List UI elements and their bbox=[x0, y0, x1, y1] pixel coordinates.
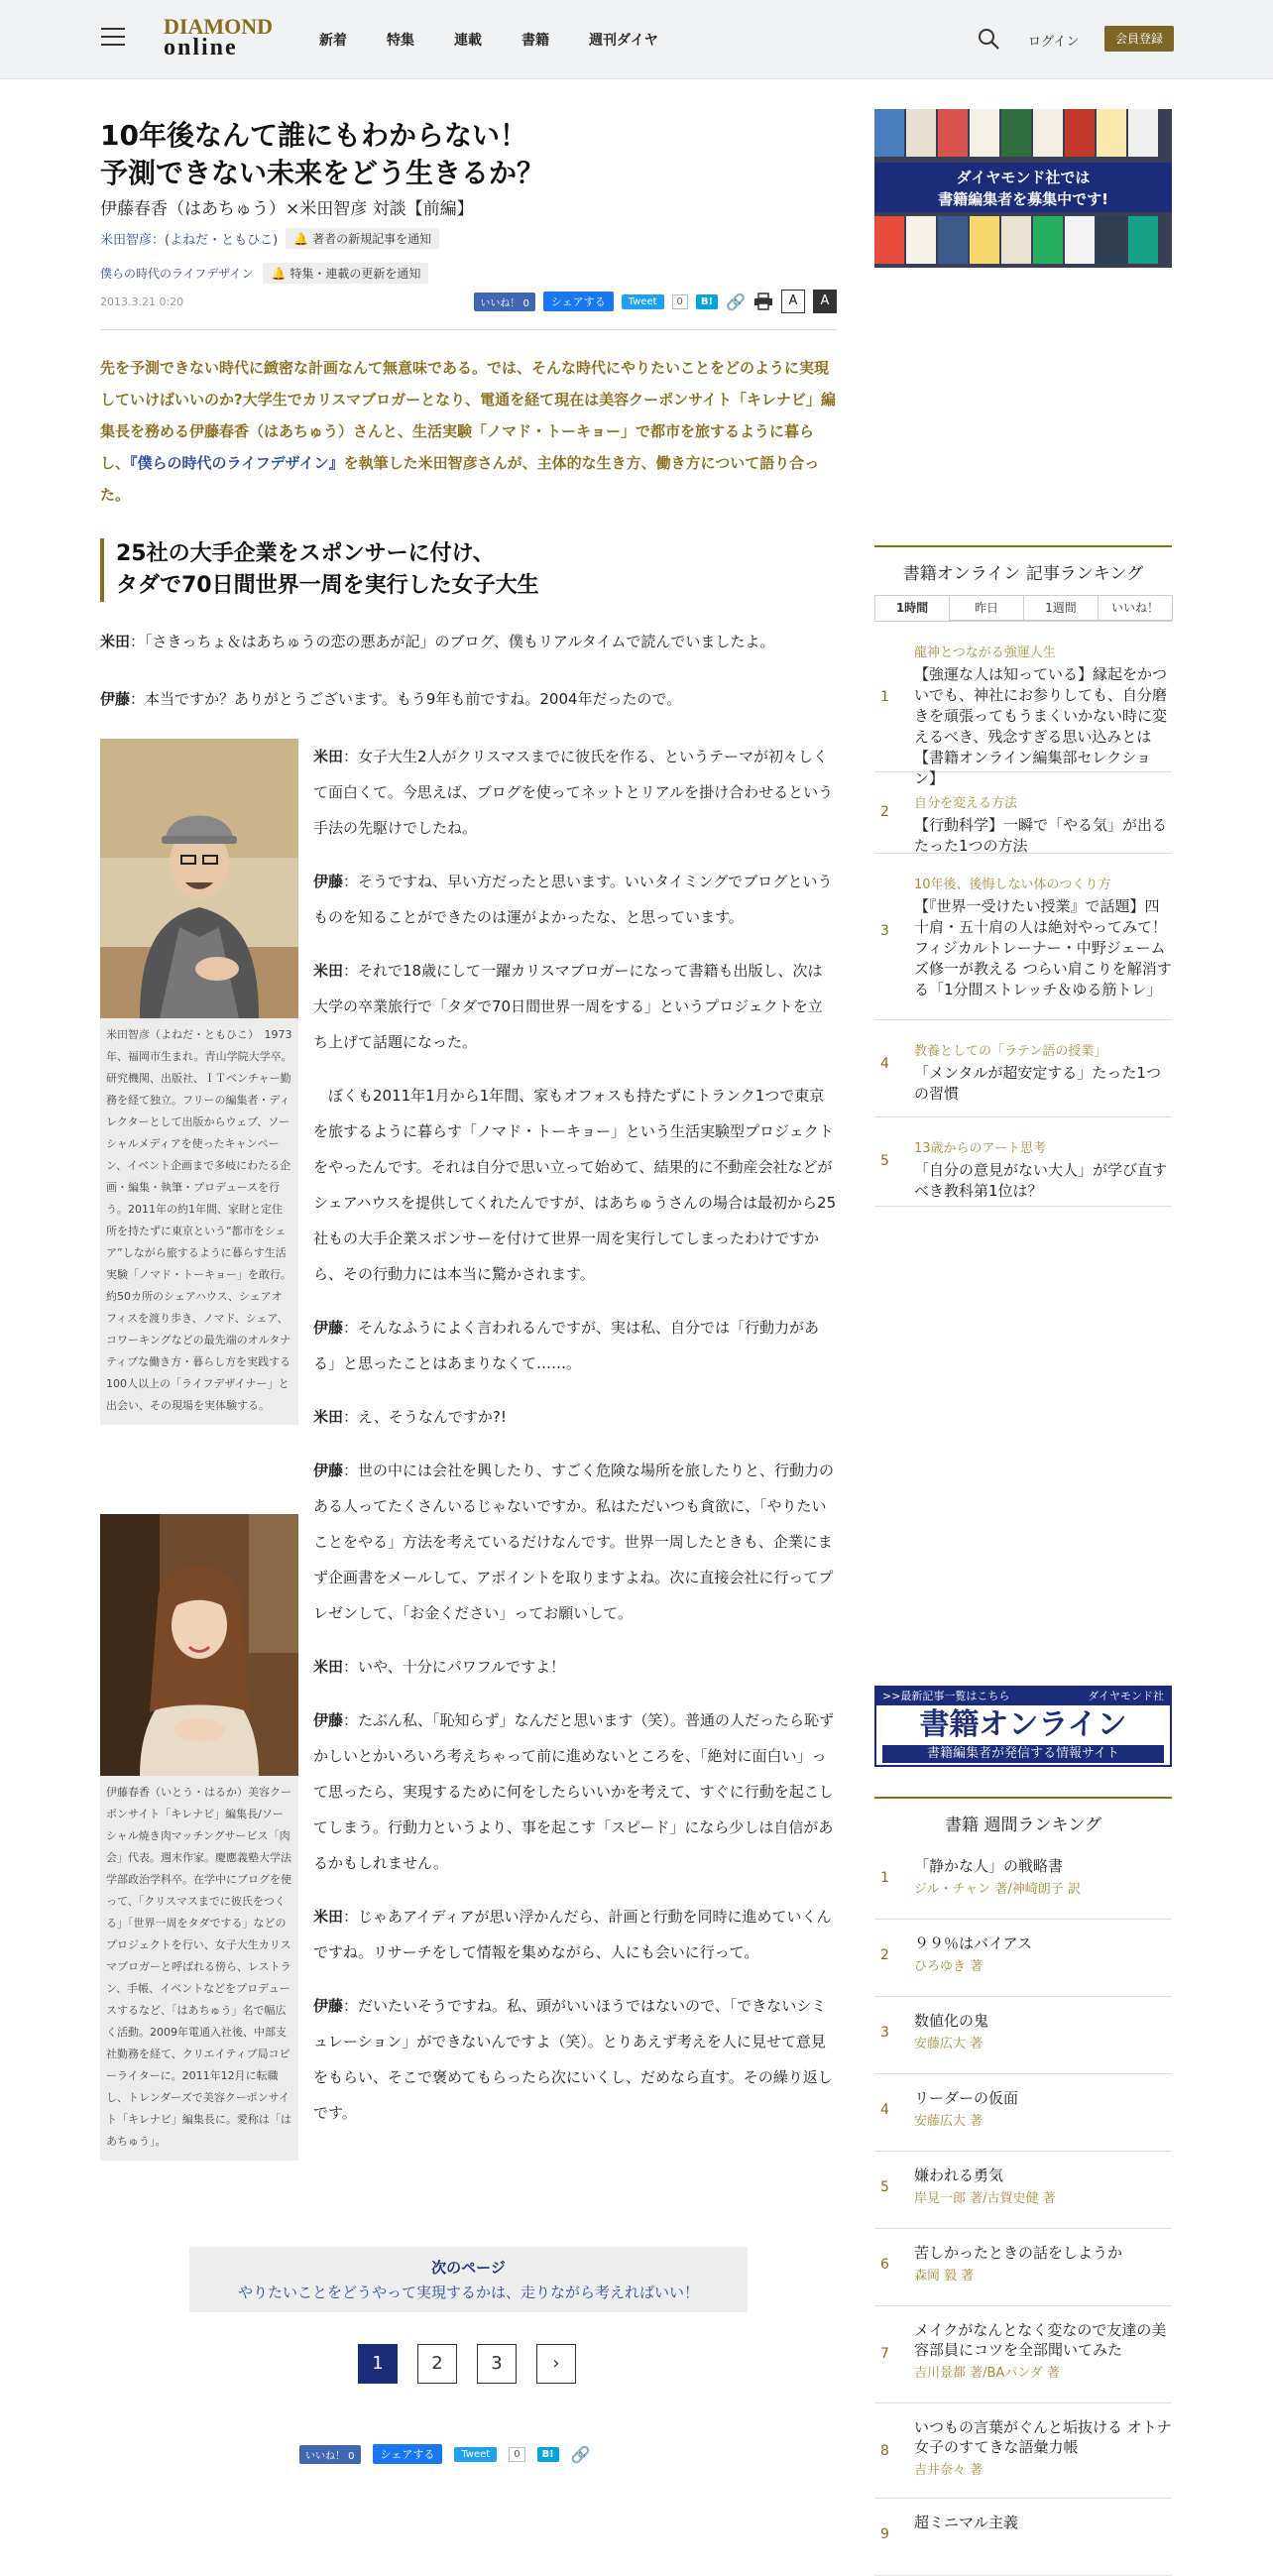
weekly-item[interactable]: 5 嫌われる勇気 岸見一郎 著/古賀史健 著 bbox=[874, 2152, 1172, 2229]
bell-icon: 🔔 bbox=[271, 266, 287, 281]
link-icon[interactable]: 🔗 bbox=[726, 292, 746, 311]
page-2[interactable]: 2 bbox=[417, 2344, 457, 2384]
dialogue-paragraph: 米田：それで18歳にして一躍カリスマブロガーになって書籍も出版し、次は大学の卒業旅行で「タダで70日間世界一周をする」というプロジェクトを立ち上げて話題になった。 bbox=[313, 962, 823, 1051]
facebook-like-button[interactable]: いいね！ 0 bbox=[474, 293, 535, 311]
tab-1hour[interactable]: 1時間 bbox=[874, 595, 950, 621]
dialogue-paragraph: 伊藤：世の中には会社を興したり、すごく危険な場所を旅したりと、行動力のある人ってたくさんいるじゃないですか。私はただいつも貪欲に、「やりたいことをやる」方法を考えているだけなんです。世界一周したときも、企業にまず企画書をメールして、アポイントを取りますよね。次に直接会社に行ってプレゼンして、「お金ください」ってお願いして。 bbox=[313, 1462, 835, 1622]
article-lead: 先を予測できない時代に緻密な計画なんて無意味である。では、そんな時代にやりたいことをどのように実現していけばいいのか?大学生でカリスマブロガーとなり、電通を経て現在は美容クーポンサイト「キレナビ」編集長を務める伊藤春香（はあちゅう）さんと、生活実験「ノマド・トーキョー」で都市を旅するように暮らし、『僕らの時代のライフデザイン』を執筆した米田智彦さんが、主体的な生き方、働き方について語り合った。 bbox=[100, 329, 837, 511]
social-buttons bbox=[474, 290, 837, 313]
nav-item-books[interactable]: 書籍 bbox=[521, 33, 549, 49]
book-cover bbox=[1001, 216, 1031, 264]
weekly-ranking-title: 書籍 週間ランキング bbox=[874, 1797, 1172, 1835]
tweet-button[interactable]: Tweet bbox=[622, 294, 664, 309]
ranking-item[interactable]: 1 龍神とつながる強運人生 【強運な人は知っている】縁起をかついでも、神社にお参りしても、自分磨きを頑張ってもうまくいかない時に変えるべき、残念すぎる思い込みとは【書籍オンライン編集部セレクション】 bbox=[874, 622, 1172, 772]
page-3[interactable]: 3 bbox=[477, 2344, 517, 2384]
weekly-item[interactable]: 7 メイクがなんとなく変なので友達の美容部員にコツを全部聞いてみた 吉川景都 著/BAパンダ 著 bbox=[874, 2306, 1172, 2403]
nav-item-series[interactable]: 連載 bbox=[454, 33, 482, 49]
book-cover bbox=[938, 109, 968, 157]
nav-item-weekly-diamond[interactable]: 週刊ダイヤ bbox=[589, 33, 658, 49]
facebook-like-button[interactable]: いいね！ 0 bbox=[299, 2445, 361, 2464]
article-title: 10年後なんて誰にもわからない！ 予測できない未来をどう生きるか？ bbox=[100, 119, 545, 189]
book-cover bbox=[1097, 109, 1126, 157]
dialogue-paragraph: 伊藤：そんなふうによく言われるんですが、実は私、自分では「行動力がある」と思ったことはあまりなくて……。 bbox=[313, 1319, 820, 1372]
book-cover bbox=[1097, 216, 1126, 264]
print-icon[interactable] bbox=[753, 293, 773, 310]
tweet-count: 0 bbox=[509, 2447, 524, 2462]
menu-icon[interactable] bbox=[101, 28, 125, 48]
tab-yesterday[interactable]: 昨日 bbox=[949, 595, 1024, 621]
book-online-banner[interactable]: >>最新記事一覧はこちら ダイヤモンド社 書籍オンライン 書籍編集者が発信する情報サイト bbox=[874, 1686, 1172, 1767]
book-cover bbox=[1033, 216, 1063, 264]
ranking-item[interactable]: 5 13歳からのアート思考 「自分の意見がない大人」が学び直すべき教科第1位は？ bbox=[874, 1117, 1172, 1207]
series-link[interactable]: 僕らの時代のライフデザイン bbox=[100, 267, 254, 281]
book-cover bbox=[1065, 216, 1095, 264]
weekly-item[interactable]: 8 いつもの言葉がぐんと垢抜ける オトナ女子のすてきな語彙力帳 吉井奈々 著 bbox=[874, 2403, 1172, 2499]
page-1[interactable]: 1 bbox=[358, 2344, 398, 2384]
tweet-count: 0 bbox=[672, 294, 688, 309]
weekly-item[interactable]: 1 「静かな人」の戦略書 ジル・チャン 著/神崎朗子 訳 bbox=[874, 1842, 1172, 1920]
recruit-banner[interactable] bbox=[874, 109, 1172, 268]
book-cover bbox=[1128, 109, 1158, 157]
publish-date: 2013.3.21 0:20 bbox=[100, 294, 184, 308]
book-cover bbox=[1033, 109, 1063, 157]
register-button[interactable]: 会員登録 bbox=[1104, 26, 1174, 52]
bell-icon: 🔔 bbox=[293, 231, 309, 246]
dialogue-paragraph: 米田：いや、十分にパワフルですよ！ bbox=[313, 1658, 566, 1676]
book-cover bbox=[1001, 109, 1031, 157]
hatena-bookmark-button[interactable]: B! bbox=[537, 2447, 559, 2462]
weekly-item[interactable]: 6 苦しかったときの話をしようか 森岡 毅 著 bbox=[874, 2229, 1172, 2306]
dialogue-paragraph: 伊藤：たぶん私、「恥知らず」なんだと思います（笑）。普通の人だったら恥ずかしいとかいろいろ考えちゃって前に進めないところを、「絶対に面白い」って思ったら、実現するために何をしたらいいかを考えて、すぐに行動を起こしてしまう。行動力というより、事を起こす「スピード」になら少しは自信があるかもしれません。 bbox=[313, 1711, 835, 1872]
ranking-item[interactable]: 3 10年後、後悔しない体のつくり方 【『世界一受けたい授業』で話題】四十肩・五十肩の人は絶対やってみて！ フィジカルトレーナー・中野ジェームズ修一が教える つらい肩こりを解消する「1分間ストレッチ＆ゆる筋トレ」 bbox=[874, 854, 1172, 1020]
nav-item-new[interactable]: 新着 bbox=[319, 33, 347, 49]
book-cover bbox=[1065, 109, 1095, 157]
section-heading: 25社の大手企業をスポンサーに付け、 タダで70日間世界一周を実行した女子大生 bbox=[100, 538, 837, 602]
ranking-item[interactable]: 2 自分を変える方法 【行動科学】一瞬で「やる気」が出るたった1つの方法 bbox=[874, 772, 1172, 854]
link-icon[interactable]: 🔗 bbox=[570, 2444, 591, 2464]
book-cover bbox=[874, 109, 904, 157]
author-line bbox=[100, 228, 837, 249]
dialogue-paragraph: 米田：え、そうなんですか?! bbox=[313, 1408, 507, 1426]
site-logo[interactable]: DIAMOND online bbox=[164, 14, 273, 60]
author-photo-box bbox=[100, 739, 298, 1425]
book-cover bbox=[1128, 216, 1158, 264]
book-link[interactable]: 『僕らの時代のライフデザイン』 bbox=[130, 454, 344, 472]
book-cover bbox=[906, 216, 936, 264]
tweet-button[interactable]: Tweet bbox=[454, 2447, 497, 2462]
photo-ito bbox=[100, 1514, 298, 1776]
ranking-list bbox=[874, 621, 1172, 1207]
weekly-item[interactable]: 2 ９９％はバイアス ひろゆき 著 bbox=[874, 1920, 1172, 1997]
dialogue-paragraph: 米田：女子大生2人がクリスマスまでに彼氏を作る、というテーマが初々しくて面白くて。今思えば、ブログを使ってネットとリアルを掛け合わせるという手法の先駆けでしたね。 bbox=[313, 748, 834, 837]
hatena-bookmark-button[interactable]: B! bbox=[696, 294, 718, 309]
author-link[interactable]: 米田智彦：(よねだ・ともひこ) bbox=[100, 233, 279, 248]
dialogue-paragraph: 米田：「さきっちょ＆はあちゅうの恋の悪あが記」のブログ、僕もリアルタイムで読んでいましたよ。 bbox=[100, 633, 775, 650]
next-page-arrow[interactable]: › bbox=[536, 2344, 576, 2384]
tab-1week[interactable]: 1週間 bbox=[1023, 595, 1099, 621]
book-cover bbox=[938, 216, 968, 264]
recruit-banner-text: ダイヤモンド社では 書籍編集者を募集中です! bbox=[874, 163, 1172, 212]
font-size-large-button[interactable]: A bbox=[813, 290, 837, 313]
article bbox=[100, 117, 837, 2166]
weekly-item[interactable]: 3 数値化の鬼 安藤広大 著 bbox=[874, 1997, 1172, 2074]
site-header bbox=[0, 0, 1273, 79]
photo-caption: 伊藤春香（いとう・はるか）美容クーポンサイト「キレナビ」編集長/ソーシャル焼き肉マッチングサービス「肉会」代表。週末作家。慶應義塾大学法学部政治学科卒。在学中にブログを使って、「クリスマスまでに彼氏をつくる」「世界一周をタダでする」などのプロジェクトを行い、女子大生カリスマブロガーと呼ばれる傍ら、レストラン、手帳、イベントなどをプロデュースするなど、「はあちゅう」名で幅広く活動。2009年電通入社後、中部支社勤務を経て、クリエイティブ局コピーライターに。2011年12月に転職し、トレンダーズで美容クーポンサイト「キレナビ」編集長に。愛称は「はあちゅう」。 bbox=[100, 1776, 298, 2161]
dialogue-column bbox=[313, 739, 837, 2149]
article-body bbox=[100, 739, 837, 2166]
book-cover bbox=[970, 109, 999, 157]
article-subtitle: 伊藤春香（はあちゅう）×米田智彦 対談【前編】 bbox=[100, 199, 474, 219]
book-cover bbox=[874, 216, 904, 264]
weekly-item[interactable]: 9 超ミニマル主義 bbox=[874, 2499, 1172, 2576]
nav-item-feature[interactable]: 特集 bbox=[387, 33, 414, 49]
series-line bbox=[100, 263, 837, 284]
dialogue-paragraph: 米田：じゃあアイディアが思い浮かんだら、計画と行動を同時に進めていくんですね。リサーチをして情報を集めながら、人にも会いに行って。 bbox=[313, 1908, 832, 1961]
facebook-share-button[interactable]: シェアする bbox=[543, 292, 614, 311]
photo-yoneda bbox=[100, 739, 298, 1018]
ranking-title: 書籍オンライン 記事ランキング bbox=[874, 545, 1172, 584]
login-link[interactable]: ログイン bbox=[1028, 35, 1080, 50]
author-photo-box bbox=[100, 1514, 298, 2161]
dialogue-paragraph: 伊藤：本当ですか？ありがとうございます。もう9年も前ですね。2004年だったので。 bbox=[100, 690, 682, 708]
dialogue-paragraph: 伊藤：そうですね、早い方だったと思います。いいタイミングでブログというものを知ることができたのは運がよかったな、と思っています。 bbox=[313, 873, 833, 926]
book-cover bbox=[906, 109, 936, 157]
date-share-bar bbox=[100, 290, 837, 313]
weekly-ranking-list bbox=[874, 1842, 1172, 2576]
pagination bbox=[358, 2344, 576, 2384]
dialogue-paragraph: 伊藤：だいたいそうですね。私、頭がいいほうではないので、「できないシミュレーション」ができないんですよ（笑）。とりあえず考えを人に見せて意見をもらい、そこで褒めてもらったら次にいくし、だめなら直す。その繰り返しです。 bbox=[313, 1997, 833, 2122]
font-size-small-button[interactable]: A bbox=[781, 290, 805, 313]
search-icon[interactable] bbox=[977, 27, 1000, 51]
ranking-tabs bbox=[874, 595, 1172, 621]
book-cover bbox=[970, 216, 999, 264]
series-notify-button[interactable]: 🔔 特集・連載の更新を通知 bbox=[263, 263, 428, 284]
global-nav bbox=[319, 30, 658, 50]
photo-caption: 米田智彦（よねだ・ともひこ） 1973年、福岡市生まれ。青山学院大学卒。研究機関、出版社、ＩＴベンチャー勤務を経て独立。フリーの編集者・ディレクターとして出版からウェブ、ソーシャルメディアを使ったキャンペーン、イベント企画まで多岐にわたる企画・編集・執筆・プロデュースを行う。2011年の約1年間、家財と定住所を持たずに東京という“都市をシェア”しながら旅するように暮らす生活実験「ノマド・トーキョー」を敢行。約50カ所のシェアハウス、シェアオフィスを渡り歩き、ノマド、シェア、コワーキングなどの最先端のオルタナティブな働き方・暮らし方を実践する100人以上の「ライフデザイナー」と出会い、その現場を実体験する。 bbox=[100, 1018, 298, 1425]
weekly-item[interactable]: 4 リーダーの仮面 安藤広大 著 bbox=[874, 2074, 1172, 2152]
bottom-social-buttons bbox=[299, 2444, 591, 2464]
tab-likes[interactable]: いいね！ bbox=[1098, 595, 1173, 621]
next-page-link[interactable]: 次のページ やりたいことをどうやって実現するかは、走りながら考えればいい！ bbox=[189, 2247, 748, 2312]
author-notify-button[interactable]: 🔔 著者の新規記事を通知 bbox=[286, 228, 439, 249]
facebook-share-button[interactable]: シェアする bbox=[373, 2444, 443, 2464]
ranking-item[interactable]: 4 教養としての「ラテン語の授業」 「メンタルが超安定する」たった1つの習慣 bbox=[874, 1020, 1172, 1117]
dialogue-paragraph: ぼくも2011年1月から1年間、家もオフォスも持たずにトランク1つで東京を旅するように暮らす「ノマド・トーキョー」という生活実験型プロジェクトをやったんです。それは自分で思い立って始めて、結果的に不動産会社などがシェアハウスを提供してくれたんですが、はあちゅうさんの場合は最初から25社もの大手企業スポンサーを付けて世界一周を実行してしまったわけですから、その行動力には本当に驚かされます。 bbox=[313, 1087, 837, 1283]
